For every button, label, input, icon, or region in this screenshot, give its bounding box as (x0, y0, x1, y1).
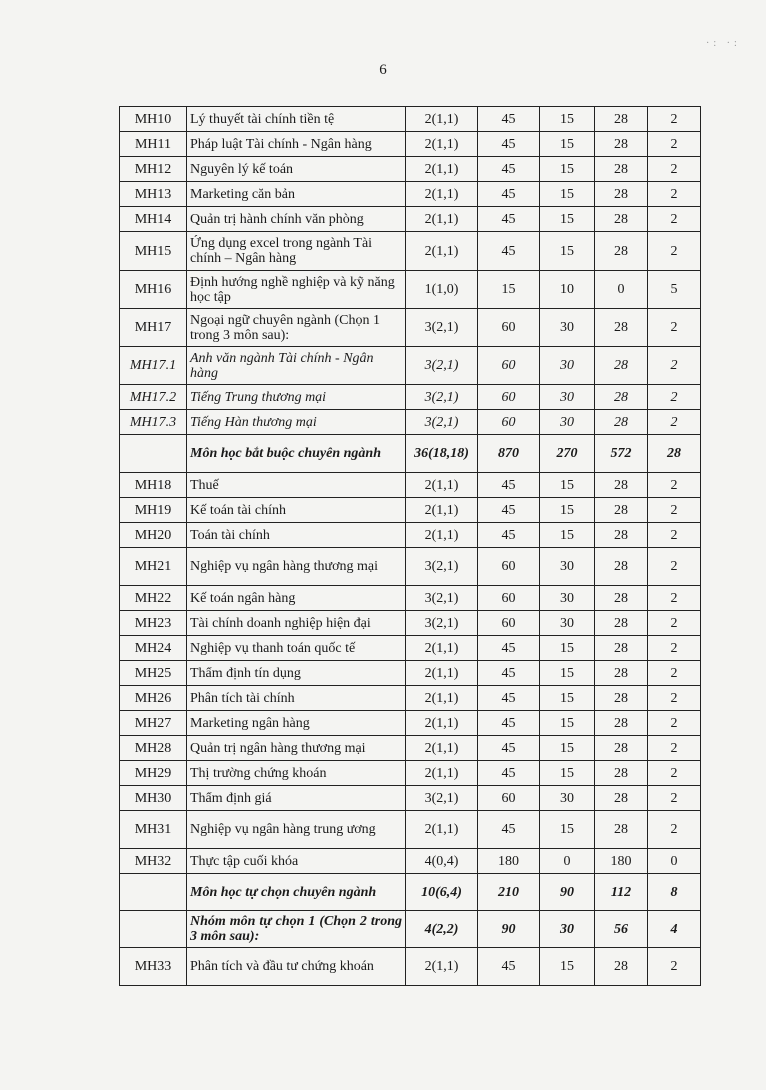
table-body (120, 107, 701, 986)
practice-hours-cell: 28 (595, 157, 648, 182)
table-row (120, 761, 701, 786)
table-row (120, 636, 701, 661)
subject-name: Nghiệp vụ ngân hàng thương mại (187, 548, 406, 586)
theory-hours-cell: 15 (540, 761, 595, 786)
theory-hours-cell: 30 (540, 410, 595, 435)
subject-code: MH20 (120, 523, 187, 548)
credits-cell: 2(1,1) (406, 811, 478, 849)
practice-hours-cell: 28 (595, 523, 648, 548)
table-row (120, 736, 701, 761)
practice-hours-cell: 180 (595, 849, 648, 874)
total-hours-cell: 45 (478, 736, 540, 761)
table-row (120, 948, 701, 986)
exam-hours-cell: 5 (648, 271, 701, 309)
scan-artifact: ·: ·: (706, 38, 741, 49)
exam-hours-cell: 4 (648, 911, 701, 948)
subject-name: Nhóm môn tự chọn 1 (Chọn 2 trong 3 môn sau): (187, 911, 406, 948)
table-row (120, 523, 701, 548)
subject-name: Lý thuyết tài chính tiền tệ (187, 107, 406, 132)
table-row (120, 548, 701, 586)
table-row (120, 711, 701, 736)
credits-cell: 2(1,1) (406, 157, 478, 182)
subject-code: MH22 (120, 586, 187, 611)
practice-hours-cell: 28 (595, 347, 648, 385)
credits-cell: 3(2,1) (406, 611, 478, 636)
theory-hours-cell: 30 (540, 548, 595, 586)
practice-hours-cell: 28 (595, 232, 648, 271)
subject-code: MH29 (120, 761, 187, 786)
subject-code: MH11 (120, 132, 187, 157)
subject-code: MH28 (120, 736, 187, 761)
subject-code: MH33 (120, 948, 187, 986)
credits-cell: 2(1,1) (406, 107, 478, 132)
credits-cell: 2(1,1) (406, 736, 478, 761)
subject-name: Thị trường chứng khoán (187, 761, 406, 786)
practice-hours-cell: 28 (595, 686, 648, 711)
total-hours-cell: 870 (478, 435, 540, 473)
subject-code: MH27 (120, 711, 187, 736)
credits-cell: 2(1,1) (406, 761, 478, 786)
subject-code: MH24 (120, 636, 187, 661)
subject-name: Môn học bắt buộc chuyên ngành (187, 435, 406, 473)
credits-cell: 10(6,4) (406, 874, 478, 911)
practice-hours-cell: 28 (595, 586, 648, 611)
total-hours-cell: 45 (478, 473, 540, 498)
exam-hours-cell: 2 (648, 686, 701, 711)
subject-code: MH13 (120, 182, 187, 207)
total-hours-cell: 45 (478, 498, 540, 523)
total-hours-cell: 45 (478, 207, 540, 232)
total-hours-cell: 45 (478, 132, 540, 157)
exam-hours-cell: 2 (648, 523, 701, 548)
subject-name: Marketing ngân hàng (187, 711, 406, 736)
practice-hours-cell: 28 (595, 473, 648, 498)
subject-name: Phân tích và đầu tư chứng khoán (187, 948, 406, 986)
total-hours-cell: 60 (478, 786, 540, 811)
practice-hours-cell: 28 (595, 309, 648, 347)
credits-cell: 3(2,1) (406, 586, 478, 611)
subject-code: MH25 (120, 661, 187, 686)
exam-hours-cell: 2 (648, 232, 701, 271)
table-row (120, 849, 701, 874)
subject-code: MH23 (120, 611, 187, 636)
table-row (120, 611, 701, 636)
exam-hours-cell: 2 (648, 548, 701, 586)
subject-code: MH17 (120, 309, 187, 347)
subject-name: Pháp luật Tài chính - Ngân hàng (187, 132, 406, 157)
total-hours-cell: 45 (478, 711, 540, 736)
exam-hours-cell: 2 (648, 611, 701, 636)
credits-cell: 2(1,1) (406, 661, 478, 686)
practice-hours-cell: 112 (595, 874, 648, 911)
subject-name: Môn học tự chọn chuyên ngành (187, 874, 406, 911)
subject-name: Tiếng Trung thương mại (187, 385, 406, 410)
subject-code: MH32 (120, 849, 187, 874)
practice-hours-cell: 0 (595, 271, 648, 309)
practice-hours-cell: 28 (595, 711, 648, 736)
practice-hours-cell: 28 (595, 811, 648, 849)
subject-code: MH17.1 (120, 347, 187, 385)
total-hours-cell: 90 (478, 911, 540, 948)
theory-hours-cell: 15 (540, 182, 595, 207)
table-row (120, 586, 701, 611)
table-row (120, 157, 701, 182)
subject-name: Toán tài chính (187, 523, 406, 548)
credits-cell: 2(1,1) (406, 232, 478, 271)
credits-cell: 2(1,1) (406, 498, 478, 523)
subject-name: Tài chính doanh nghiệp hiện đại (187, 611, 406, 636)
table-row (120, 435, 701, 473)
exam-hours-cell: 2 (648, 385, 701, 410)
theory-hours-cell: 15 (540, 948, 595, 986)
subject-code: MH15 (120, 232, 187, 271)
theory-hours-cell: 30 (540, 786, 595, 811)
practice-hours-cell: 28 (595, 207, 648, 232)
practice-hours-cell: 56 (595, 911, 648, 948)
subject-code: MH18 (120, 473, 187, 498)
exam-hours-cell: 2 (648, 132, 701, 157)
exam-hours-cell: 2 (648, 107, 701, 132)
practice-hours-cell: 28 (595, 182, 648, 207)
exam-hours-cell: 2 (648, 473, 701, 498)
exam-hours-cell: 2 (648, 761, 701, 786)
practice-hours-cell: 28 (595, 786, 648, 811)
subject-code: MH16 (120, 271, 187, 309)
credits-cell: 3(2,1) (406, 548, 478, 586)
table-row (120, 811, 701, 849)
table-row (120, 498, 701, 523)
subject-code: MH30 (120, 786, 187, 811)
exam-hours-cell: 2 (648, 586, 701, 611)
exam-hours-cell: 2 (648, 157, 701, 182)
total-hours-cell: 180 (478, 849, 540, 874)
credits-cell: 3(2,1) (406, 385, 478, 410)
practice-hours-cell: 28 (595, 661, 648, 686)
theory-hours-cell: 30 (540, 385, 595, 410)
subject-name: Anh văn ngành Tài chính - Ngân hàng (187, 347, 406, 385)
exam-hours-cell: 2 (648, 736, 701, 761)
credits-cell: 36(18,18) (406, 435, 478, 473)
exam-hours-cell: 2 (648, 182, 701, 207)
subject-name: Nghiệp vụ ngân hàng trung ương (187, 811, 406, 849)
total-hours-cell: 45 (478, 182, 540, 207)
credits-cell: 2(1,1) (406, 207, 478, 232)
theory-hours-cell: 15 (540, 207, 595, 232)
exam-hours-cell: 28 (648, 435, 701, 473)
exam-hours-cell: 2 (648, 711, 701, 736)
subject-code: MH19 (120, 498, 187, 523)
credits-cell: 4(0,4) (406, 849, 478, 874)
table-row (120, 410, 701, 435)
subject-code (120, 435, 187, 473)
theory-hours-cell: 15 (540, 736, 595, 761)
subject-code: MH21 (120, 548, 187, 586)
credits-cell: 2(1,1) (406, 711, 478, 736)
subject-name: Thẩm định giá (187, 786, 406, 811)
subject-name: Thực tập cuối khóa (187, 849, 406, 874)
theory-hours-cell: 15 (540, 232, 595, 271)
theory-hours-cell: 15 (540, 661, 595, 686)
exam-hours-cell: 8 (648, 874, 701, 911)
subject-name: Kế toán ngân hàng (187, 586, 406, 611)
theory-hours-cell: 30 (540, 347, 595, 385)
credits-cell: 2(1,1) (406, 523, 478, 548)
subject-name: Thuế (187, 473, 406, 498)
practice-hours-cell: 28 (595, 761, 648, 786)
total-hours-cell: 45 (478, 686, 540, 711)
subject-name: Nghiệp vụ thanh toán quốc tế (187, 636, 406, 661)
credits-cell: 4(2,2) (406, 911, 478, 948)
subject-name: Marketing căn bản (187, 182, 406, 207)
subject-code: MH14 (120, 207, 187, 232)
total-hours-cell: 60 (478, 611, 540, 636)
subject-name: Kế toán tài chính (187, 498, 406, 523)
credits-cell: 2(1,1) (406, 473, 478, 498)
exam-hours-cell: 2 (648, 661, 701, 686)
theory-hours-cell: 15 (540, 523, 595, 548)
total-hours-cell: 45 (478, 523, 540, 548)
practice-hours-cell: 28 (595, 611, 648, 636)
table-row (120, 132, 701, 157)
subject-name: Tiếng Hàn thương mại (187, 410, 406, 435)
subject-code: MH17.2 (120, 385, 187, 410)
theory-hours-cell: 30 (540, 911, 595, 948)
table-row (120, 385, 701, 410)
theory-hours-cell: 15 (540, 498, 595, 523)
table-row (120, 473, 701, 498)
total-hours-cell: 210 (478, 874, 540, 911)
table-row (120, 182, 701, 207)
subject-name: Nguyên lý kế toán (187, 157, 406, 182)
theory-hours-cell: 270 (540, 435, 595, 473)
total-hours-cell: 45 (478, 232, 540, 271)
exam-hours-cell: 2 (648, 811, 701, 849)
practice-hours-cell: 28 (595, 548, 648, 586)
curriculum-table (119, 106, 701, 986)
table-row (120, 232, 701, 271)
subject-name: Thẩm định tín dụng (187, 661, 406, 686)
practice-hours-cell: 28 (595, 736, 648, 761)
total-hours-cell: 60 (478, 385, 540, 410)
theory-hours-cell: 15 (540, 811, 595, 849)
theory-hours-cell: 15 (540, 157, 595, 182)
subject-code (120, 911, 187, 948)
exam-hours-cell: 2 (648, 347, 701, 385)
total-hours-cell: 60 (478, 548, 540, 586)
theory-hours-cell: 90 (540, 874, 595, 911)
table-row (120, 107, 701, 132)
subject-code: MH17.3 (120, 410, 187, 435)
exam-hours-cell: 2 (648, 636, 701, 661)
subject-code: MH10 (120, 107, 187, 132)
exam-hours-cell: 2 (648, 498, 701, 523)
credits-cell: 3(2,1) (406, 309, 478, 347)
theory-hours-cell: 15 (540, 107, 595, 132)
total-hours-cell: 60 (478, 410, 540, 435)
practice-hours-cell: 28 (595, 107, 648, 132)
table-row (120, 271, 701, 309)
table-row (120, 207, 701, 232)
credits-cell: 1(1,0) (406, 271, 478, 309)
theory-hours-cell: 0 (540, 849, 595, 874)
subject-name: Ứng dụng excel trong ngành Tài chính – Ngân hàng (187, 232, 406, 271)
theory-hours-cell: 30 (540, 611, 595, 636)
total-hours-cell: 60 (478, 586, 540, 611)
table-row (120, 874, 701, 911)
practice-hours-cell: 28 (595, 636, 648, 661)
total-hours-cell: 15 (478, 271, 540, 309)
subject-name: Phân tích tài chính (187, 686, 406, 711)
theory-hours-cell: 15 (540, 711, 595, 736)
credits-cell: 2(1,1) (406, 948, 478, 986)
practice-hours-cell: 28 (595, 410, 648, 435)
theory-hours-cell: 30 (540, 309, 595, 347)
total-hours-cell: 45 (478, 948, 540, 986)
credits-cell: 3(2,1) (406, 347, 478, 385)
practice-hours-cell: 28 (595, 948, 648, 986)
exam-hours-cell: 2 (648, 309, 701, 347)
page-number: 6 (379, 62, 387, 78)
practice-hours-cell: 28 (595, 385, 648, 410)
subject-code: MH26 (120, 686, 187, 711)
exam-hours-cell: 2 (648, 207, 701, 232)
total-hours-cell: 45 (478, 811, 540, 849)
table-row (120, 686, 701, 711)
exam-hours-cell: 2 (648, 786, 701, 811)
total-hours-cell: 45 (478, 157, 540, 182)
total-hours-cell: 45 (478, 636, 540, 661)
exam-hours-cell: 2 (648, 410, 701, 435)
subject-name: Quản trị hành chính văn phòng (187, 207, 406, 232)
credits-cell: 3(2,1) (406, 410, 478, 435)
credits-cell: 2(1,1) (406, 636, 478, 661)
credits-cell: 2(1,1) (406, 182, 478, 207)
theory-hours-cell: 10 (540, 271, 595, 309)
theory-hours-cell: 30 (540, 586, 595, 611)
credits-cell: 2(1,1) (406, 132, 478, 157)
subject-name: Ngoại ngữ chuyên ngành (Chọn 1 trong 3 môn sau): (187, 309, 406, 347)
theory-hours-cell: 15 (540, 686, 595, 711)
table-row (120, 661, 701, 686)
total-hours-cell: 45 (478, 107, 540, 132)
total-hours-cell: 60 (478, 347, 540, 385)
credits-cell: 2(1,1) (406, 686, 478, 711)
theory-hours-cell: 15 (540, 473, 595, 498)
exam-hours-cell: 2 (648, 948, 701, 986)
subject-code: MH31 (120, 811, 187, 849)
practice-hours-cell: 572 (595, 435, 648, 473)
subject-code (120, 874, 187, 911)
total-hours-cell: 45 (478, 661, 540, 686)
total-hours-cell: 45 (478, 761, 540, 786)
subject-name: Định hướng nghề nghiệp và kỹ năng học tập (187, 271, 406, 309)
table-row (120, 309, 701, 347)
table-row (120, 786, 701, 811)
subject-name: Quản trị ngân hàng thương mại (187, 736, 406, 761)
practice-hours-cell: 28 (595, 132, 648, 157)
exam-hours-cell: 0 (648, 849, 701, 874)
table-row (120, 911, 701, 948)
subject-code: MH12 (120, 157, 187, 182)
total-hours-cell: 60 (478, 309, 540, 347)
theory-hours-cell: 15 (540, 636, 595, 661)
theory-hours-cell: 15 (540, 132, 595, 157)
practice-hours-cell: 28 (595, 498, 648, 523)
credits-cell: 3(2,1) (406, 786, 478, 811)
table-row (120, 347, 701, 385)
